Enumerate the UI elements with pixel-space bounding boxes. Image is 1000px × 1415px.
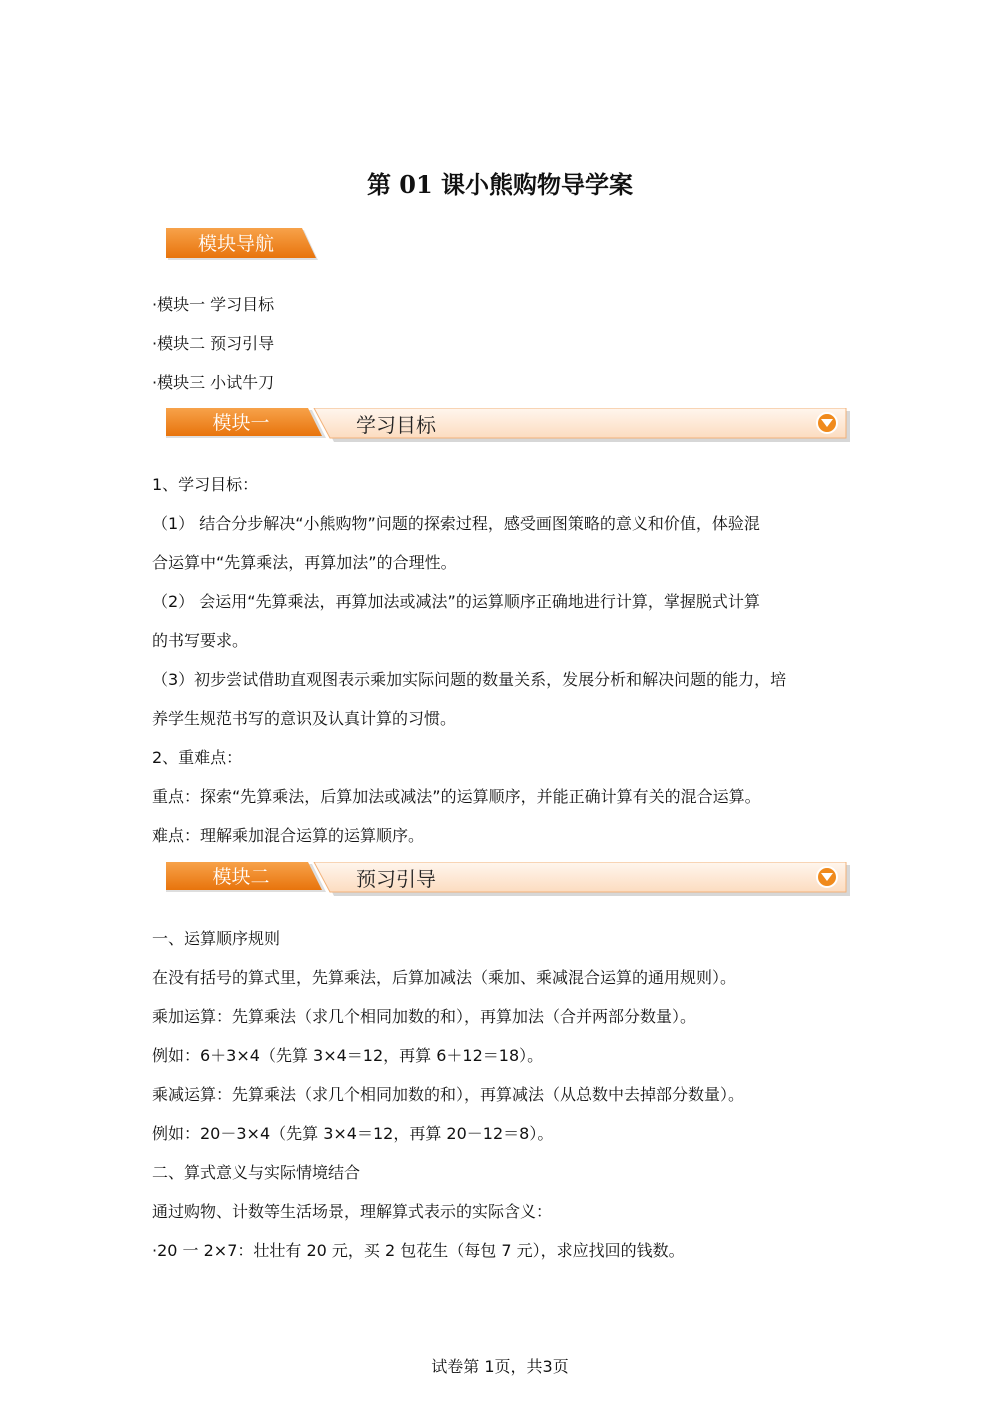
- page-footer: 试卷第 1页，共3页: [431, 1357, 569, 1376]
- nav-item-module3[interactable]: ·模块三 小试牛刀: [152, 373, 275, 392]
- objective-3-line2: 养学生规范书写的意识及认真计算的习惯。: [152, 709, 457, 728]
- nav-banner: [166, 228, 318, 260]
- module2-title: 预习引导: [356, 867, 436, 891]
- module2-banner: [166, 862, 850, 898]
- chevron-down-icon[interactable]: [817, 867, 837, 887]
- module1-banner: [166, 408, 850, 444]
- nav-item-module2[interactable]: ·模块二 预习引导: [152, 334, 275, 353]
- difficult-point: 难点：理解乘加混合运算的运算顺序。: [152, 826, 425, 845]
- chevron-down-icon[interactable]: [817, 413, 837, 433]
- context-example: ·20 一 2×7：壮壮有 20 元，买 2 包花生（每包 7 元），求应找回的钱数。: [152, 1241, 685, 1260]
- objective-1-line2: 合运算中“先算乘法，再算加法”的合理性。: [152, 553, 457, 572]
- module2-number: 模块二: [212, 866, 270, 888]
- example-multiply-add: 例如：6＋3×4（先算 3×4＝12，再算 6＋12＝18）。: [152, 1046, 544, 1065]
- key-point: 重点：探索“先算乘法，后算加法或减法”的运算顺序，并能正确计算有关的混合运算。: [152, 787, 761, 806]
- objective-1-line1: （1） 结合分步解决“小熊购物”问题的探索过程，感受画图策略的意义和价值，体验混: [152, 514, 760, 533]
- nav-item-module1[interactable]: ·模块一 学习目标: [152, 295, 275, 314]
- module1-number: 模块一: [212, 412, 270, 434]
- section-heading-context: 二、算式意义与实际情境结合: [152, 1163, 361, 1182]
- section-heading-order-rules: 一、运算顺序规则: [152, 929, 281, 948]
- nav-banner-label: 模块导航: [197, 233, 274, 255]
- objective-2-line1: （2） 会运用“先算乘法，再算加法或减法”的运算顺序正确地进行计算，掌握脱式计算: [152, 592, 760, 611]
- objective-3-line1: （3）初步尝试借助直观图表示乘加实际问题的数量关系，发展分析和解决问题的能力，培: [152, 670, 787, 689]
- rule-multiply-subtract: 乘减运算：先算乘法（求几个相同加数的和），再算减法（从总数中去掉部分数量）。: [152, 1085, 745, 1104]
- rule-multiply-add: 乘加运算：先算乘法（求几个相同加数的和），再算加法（合并两部分数量）。: [152, 1007, 697, 1026]
- page-title: 第 01 课小熊购物导学案: [366, 170, 634, 199]
- rule-general: 在没有括号的算式里，先算乘法，后算加减法（乘加、乘减混合运算的通用规则）。: [152, 968, 737, 987]
- module1-title: 学习目标: [356, 413, 436, 437]
- context-intro: 通过购物、计数等生活场景，理解算式表示的实际含义：: [152, 1202, 553, 1221]
- objective-2-line2: 的书写要求。: [152, 631, 249, 650]
- key-points-heading: 2、重难点：: [152, 748, 243, 767]
- objectives-heading: 1、学习目标：: [152, 475, 259, 494]
- example-multiply-subtract: 例如：20－3×4（先算 3×4＝12，再算 20－12＝8）。: [152, 1124, 554, 1143]
